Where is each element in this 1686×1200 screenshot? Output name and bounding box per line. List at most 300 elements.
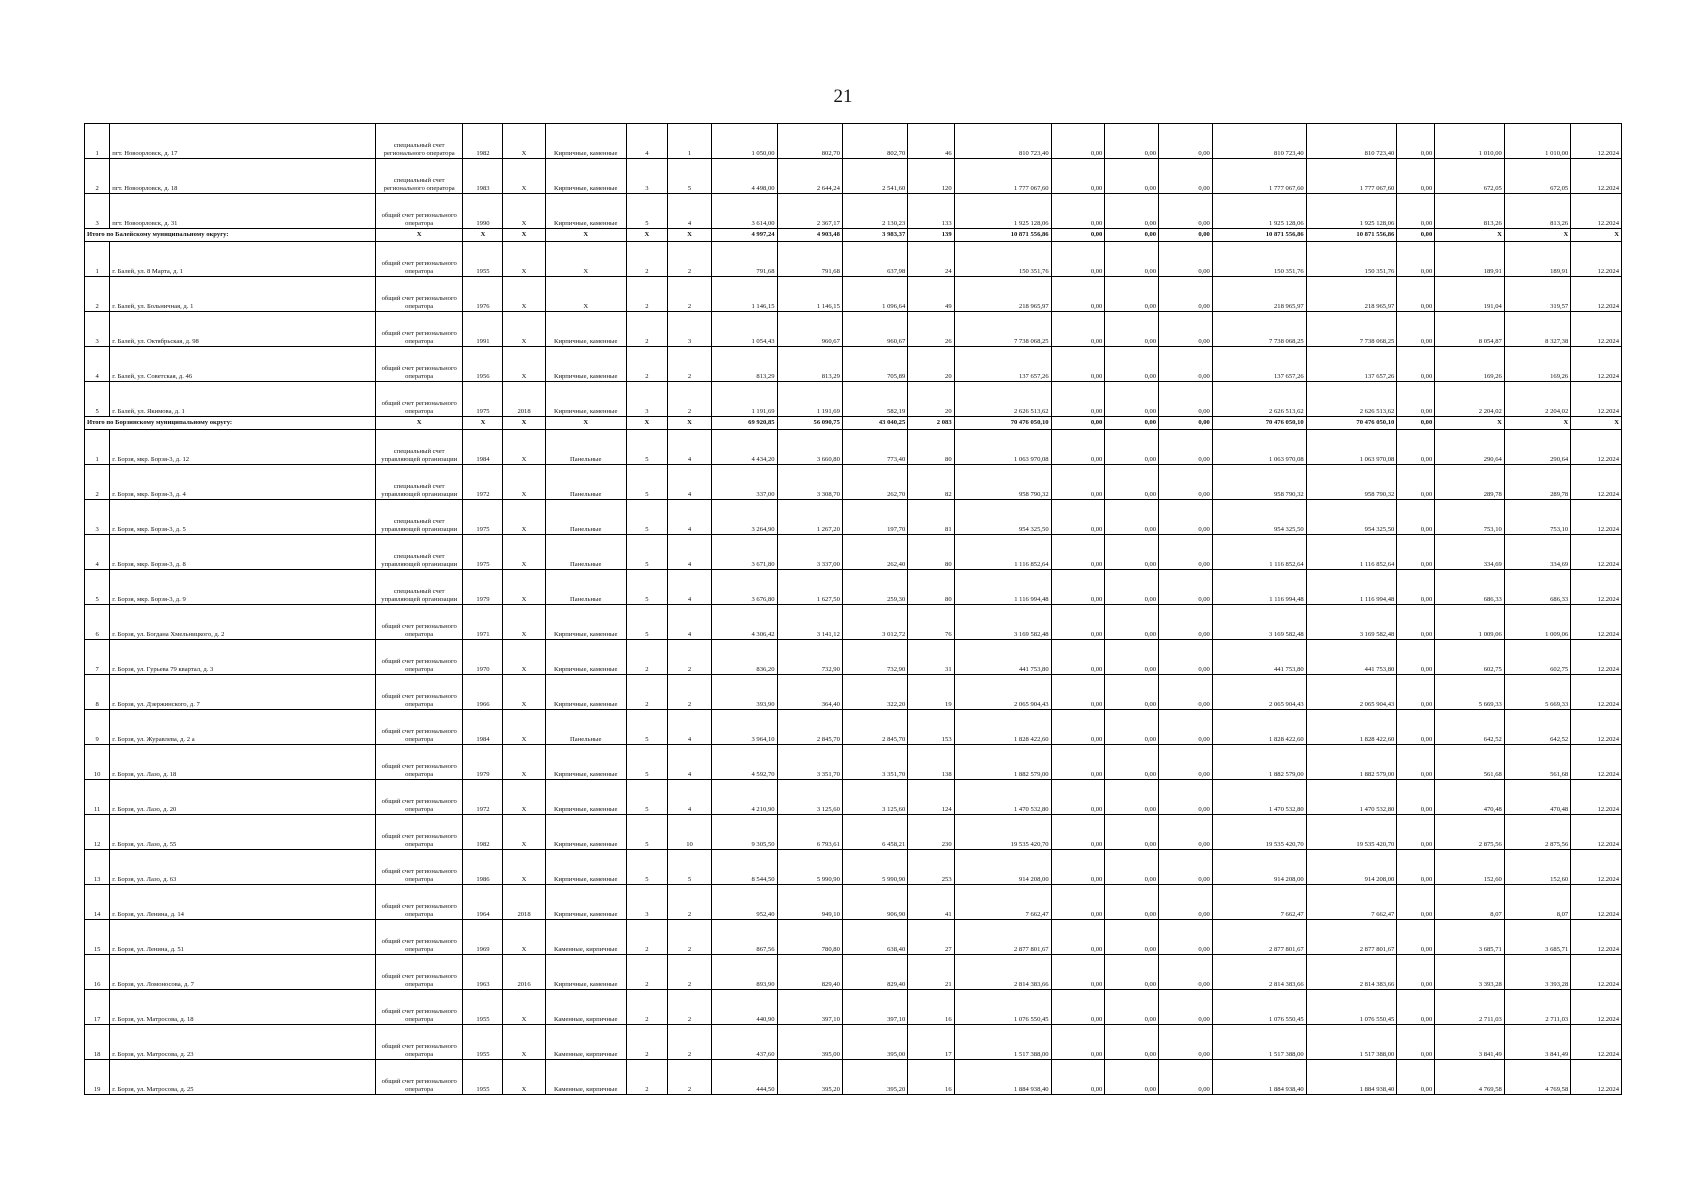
cell-f2: 0,00 xyxy=(1105,347,1159,382)
cell-fl: 2 xyxy=(626,920,667,955)
cell-year: 1970 xyxy=(463,640,503,675)
cell-a1: 1 191,69 xyxy=(712,382,777,417)
cell-f5: 954 325,50 xyxy=(1306,500,1397,535)
table-row xyxy=(85,780,1622,815)
cell-f3: 0,00 xyxy=(1159,124,1213,159)
cell-rec: Х xyxy=(503,465,545,500)
cell-d: 12.2024 xyxy=(1571,885,1622,920)
cell-a1: 952,40 xyxy=(712,885,777,920)
cell-a3: 705,89 xyxy=(842,347,907,382)
cell-p: 81 xyxy=(908,500,954,535)
cell-acc: специальный счет управляющей организации xyxy=(375,465,462,500)
cell-acc: специальный счет управляющей организации xyxy=(375,430,462,465)
cell-acc: общий счет регионального оператора xyxy=(375,605,462,640)
cell-f6: 0,00 xyxy=(1397,570,1435,605)
table-row xyxy=(85,710,1622,745)
total-cell-f5: 70 476 050,10 xyxy=(1306,417,1397,430)
cell-acc: общий счет регионального оператора xyxy=(375,920,462,955)
cell-a3: 395,00 xyxy=(842,1025,907,1060)
total-cell-f6: 0,00 xyxy=(1397,229,1435,242)
cell-n: 19 xyxy=(85,1060,110,1095)
cell-d: 12.2024 xyxy=(1571,955,1622,990)
cell-mat: Х xyxy=(545,277,626,312)
cell-rec: Х xyxy=(503,347,545,382)
cell-rec: Х xyxy=(503,920,545,955)
cell-n: 2 xyxy=(85,465,110,500)
table-row xyxy=(85,430,1622,465)
table-row xyxy=(85,194,1622,229)
cell-n: 4 xyxy=(85,535,110,570)
cell-a1: 8 544,50 xyxy=(712,850,777,885)
cell-year: 1990 xyxy=(463,194,503,229)
cell-n: 6 xyxy=(85,605,110,640)
cell-u1: 191,04 xyxy=(1435,277,1505,312)
cell-p: 27 xyxy=(908,920,954,955)
cell-acc: специальный счет регионального оператора xyxy=(375,124,462,159)
table-row xyxy=(85,990,1622,1025)
cell-year: 1972 xyxy=(463,465,503,500)
cell-u2: 470,48 xyxy=(1504,780,1570,815)
cell-f2: 0,00 xyxy=(1105,710,1159,745)
cell-f5: 7 662,47 xyxy=(1306,885,1397,920)
cell-year: 1984 xyxy=(463,710,503,745)
cell-u2: 289,78 xyxy=(1504,465,1570,500)
cell-f1: 0,00 xyxy=(1051,535,1105,570)
cell-mat: Кирпичные, каменные xyxy=(545,159,626,194)
cell-n: 17 xyxy=(85,990,110,1025)
cell-fl: 2 xyxy=(626,347,667,382)
cell-ent: 2 xyxy=(667,885,711,920)
total-cell-u2: Х xyxy=(1504,229,1570,242)
total-cell-f1: 0,00 xyxy=(1051,417,1105,430)
cell-f3: 0,00 xyxy=(1159,955,1213,990)
total-cell-a1: 69 920,85 xyxy=(712,417,777,430)
cell-a3: 3 351,70 xyxy=(842,745,907,780)
total-cell-c4: Х xyxy=(545,229,626,242)
cell-f1: 0,00 xyxy=(1051,465,1105,500)
cell-f5: 1 517 388,00 xyxy=(1306,1025,1397,1060)
cell-rec: Х xyxy=(503,605,545,640)
cell-d: 12.2024 xyxy=(1571,124,1622,159)
cell-u1: 4 769,58 xyxy=(1435,1060,1505,1095)
cell-f4: 1 517 388,00 xyxy=(1212,1025,1306,1060)
cell-d: 12.2024 xyxy=(1571,382,1622,417)
cell-rec: 2018 xyxy=(503,885,545,920)
cell-d: 12.2024 xyxy=(1571,159,1622,194)
cell-u1: 2 875,56 xyxy=(1435,815,1505,850)
total-label: Итого по Балейскому муниципальному округу: xyxy=(85,229,376,242)
cell-f5: 2 065 904,43 xyxy=(1306,675,1397,710)
cell-f2: 0,00 xyxy=(1105,605,1159,640)
cell-a2: 3 660,80 xyxy=(777,430,842,465)
cell-a3: 732,90 xyxy=(842,640,907,675)
cell-addr: пгт. Новоорловск, д. 17 xyxy=(110,124,376,159)
cell-sum: 19 535 420,70 xyxy=(954,815,1051,850)
cell-fl: 2 xyxy=(626,1025,667,1060)
cell-f6: 0,00 xyxy=(1397,920,1435,955)
cell-mat: Кирпичные, каменные xyxy=(545,815,626,850)
cell-n: 13 xyxy=(85,850,110,885)
cell-f4: 1 116 852,64 xyxy=(1212,535,1306,570)
cell-f4: 954 325,50 xyxy=(1212,500,1306,535)
cell-a1: 1 146,15 xyxy=(712,277,777,312)
cell-u2: 152,60 xyxy=(1504,850,1570,885)
cell-a3: 2 130,23 xyxy=(842,194,907,229)
cell-f6: 0,00 xyxy=(1397,159,1435,194)
page-number: 21 xyxy=(833,86,853,107)
cell-a3: 5 990,90 xyxy=(842,850,907,885)
cell-f6: 0,00 xyxy=(1397,850,1435,885)
cell-f3: 0,00 xyxy=(1159,570,1213,605)
cell-mat: Кирпичные, каменные xyxy=(545,850,626,885)
cell-n: 16 xyxy=(85,955,110,990)
cell-a1: 4 306,42 xyxy=(712,605,777,640)
cell-f4: 150 351,76 xyxy=(1212,242,1306,277)
cell-rec: Х xyxy=(503,815,545,850)
cell-f2: 0,00 xyxy=(1105,885,1159,920)
cell-d: 12.2024 xyxy=(1571,850,1622,885)
cell-year: 1976 xyxy=(463,277,503,312)
cell-acc: общий счет регионального оператора xyxy=(375,955,462,990)
cell-addr: г. Балей, ул. 8 Марта, д. 1 xyxy=(110,242,376,277)
cell-a1: 4 434,20 xyxy=(712,430,777,465)
cell-fl: 2 xyxy=(626,242,667,277)
cell-p: 24 xyxy=(908,242,954,277)
cell-f2: 0,00 xyxy=(1105,675,1159,710)
cell-a1: 893,90 xyxy=(712,955,777,990)
total-cell-p: 2 083 xyxy=(908,417,954,430)
cell-u1: 602,75 xyxy=(1435,640,1505,675)
cell-p: 20 xyxy=(908,347,954,382)
cell-f3: 0,00 xyxy=(1159,242,1213,277)
cell-f3: 0,00 xyxy=(1159,312,1213,347)
cell-a3: 638,40 xyxy=(842,920,907,955)
cell-fl: 5 xyxy=(626,194,667,229)
total-cell-f4: 70 476 050,10 xyxy=(1212,417,1306,430)
cell-ent: 4 xyxy=(667,194,711,229)
cell-u1: 1 009,06 xyxy=(1435,605,1505,640)
cell-rec: Х xyxy=(503,780,545,815)
cell-u1: 189,91 xyxy=(1435,242,1505,277)
cell-d: 12.2024 xyxy=(1571,745,1622,780)
cell-a3: 2 541,60 xyxy=(842,159,907,194)
cell-sum: 1 063 970,08 xyxy=(954,430,1051,465)
cell-sum: 7 662,47 xyxy=(954,885,1051,920)
cell-f5: 218 965,97 xyxy=(1306,277,1397,312)
cell-f2: 0,00 xyxy=(1105,1060,1159,1095)
cell-u1: 561,68 xyxy=(1435,745,1505,780)
cell-sum: 1 884 938,40 xyxy=(954,1060,1051,1095)
cell-ent: 2 xyxy=(667,990,711,1025)
cell-a1: 4 210,90 xyxy=(712,780,777,815)
cell-mat: Панельные xyxy=(545,500,626,535)
cell-p: 46 xyxy=(908,124,954,159)
cell-fl: 5 xyxy=(626,465,667,500)
cell-year: 1966 xyxy=(463,675,503,710)
cell-ent: 2 xyxy=(667,347,711,382)
cell-mat: Кирпичные, каменные xyxy=(545,780,626,815)
cell-fl: 2 xyxy=(626,990,667,1025)
cell-f2: 0,00 xyxy=(1105,955,1159,990)
cell-rec: Х xyxy=(503,745,545,780)
cell-sum: 137 657,26 xyxy=(954,347,1051,382)
cell-addr: г. Борзя, мкр. Борзя-3, д. 4 xyxy=(110,465,376,500)
cell-d: 12.2024 xyxy=(1571,430,1622,465)
cell-addr: г. Балей, ул. Октябрьская, д. 98 xyxy=(110,312,376,347)
cell-a2: 5 990,90 xyxy=(777,850,842,885)
cell-ent: 2 xyxy=(667,242,711,277)
cell-sum: 2 065 904,43 xyxy=(954,675,1051,710)
cell-f6: 0,00 xyxy=(1397,640,1435,675)
total-cell-a3: 3 983,37 xyxy=(842,229,907,242)
cell-mat: Каменные, кирпичные xyxy=(545,920,626,955)
cell-n: 3 xyxy=(85,312,110,347)
cell-d: 12.2024 xyxy=(1571,347,1622,382)
cell-sum: 1 116 852,64 xyxy=(954,535,1051,570)
cell-f6: 0,00 xyxy=(1397,465,1435,500)
cell-acc: общий счет регионального оператора xyxy=(375,277,462,312)
cell-year: 1979 xyxy=(463,745,503,780)
cell-a1: 836,20 xyxy=(712,640,777,675)
cell-a2: 813,29 xyxy=(777,347,842,382)
cell-p: 153 xyxy=(908,710,954,745)
cell-f5: 441 753,80 xyxy=(1306,640,1397,675)
cell-a2: 732,90 xyxy=(777,640,842,675)
cell-f6: 0,00 xyxy=(1397,242,1435,277)
cell-f4: 137 657,26 xyxy=(1212,347,1306,382)
cell-a2: 3 337,00 xyxy=(777,535,842,570)
cell-fl: 2 xyxy=(626,277,667,312)
cell-a2: 3 351,70 xyxy=(777,745,842,780)
cell-fl: 5 xyxy=(626,535,667,570)
cell-f1: 0,00 xyxy=(1051,382,1105,417)
cell-acc: общий счет регионального оператора xyxy=(375,312,462,347)
cell-a3: 1 096,64 xyxy=(842,277,907,312)
table-row xyxy=(85,312,1622,347)
table-row xyxy=(85,920,1622,955)
cell-a3: 906,90 xyxy=(842,885,907,920)
cell-f4: 7 738 068,25 xyxy=(1212,312,1306,347)
cell-sum: 1 517 388,00 xyxy=(954,1025,1051,1060)
cell-rec: Х xyxy=(503,194,545,229)
cell-u2: 686,33 xyxy=(1504,570,1570,605)
cell-a3: 960,67 xyxy=(842,312,907,347)
cell-f1: 0,00 xyxy=(1051,780,1105,815)
cell-f1: 0,00 xyxy=(1051,500,1105,535)
cell-addr: пгт. Новоорловск, д. 31 xyxy=(110,194,376,229)
cell-year: 1971 xyxy=(463,605,503,640)
cell-u2: 3 841,49 xyxy=(1504,1025,1570,1060)
cell-f5: 1 470 532,80 xyxy=(1306,780,1397,815)
table-row xyxy=(85,885,1622,920)
cell-a1: 867,56 xyxy=(712,920,777,955)
cell-f4: 3 169 582,48 xyxy=(1212,605,1306,640)
cell-a1: 813,29 xyxy=(712,347,777,382)
cell-sum: 7 738 068,25 xyxy=(954,312,1051,347)
cell-f3: 0,00 xyxy=(1159,780,1213,815)
cell-f4: 19 535 420,70 xyxy=(1212,815,1306,850)
total-cell-u1: Х xyxy=(1435,417,1505,430)
table-row xyxy=(85,1060,1622,1095)
cell-f4: 1 063 970,08 xyxy=(1212,430,1306,465)
cell-f3: 0,00 xyxy=(1159,430,1213,465)
table-row xyxy=(85,535,1622,570)
total-cell-d: Х xyxy=(1571,417,1622,430)
table-row xyxy=(85,570,1622,605)
cell-u1: 672,05 xyxy=(1435,159,1505,194)
cell-f4: 958 790,32 xyxy=(1212,465,1306,500)
cell-f1: 0,00 xyxy=(1051,277,1105,312)
cell-mat: Каменные, кирпичные xyxy=(545,1025,626,1060)
cell-f1: 0,00 xyxy=(1051,850,1105,885)
cell-fl: 5 xyxy=(626,850,667,885)
cell-f4: 441 753,80 xyxy=(1212,640,1306,675)
table-row xyxy=(85,242,1622,277)
cell-ent: 10 xyxy=(667,815,711,850)
cell-rec: Х xyxy=(503,640,545,675)
total-cell-c2: Х xyxy=(463,417,503,430)
cell-mat: Кирпичные, каменные xyxy=(545,194,626,229)
cell-d: 12.2024 xyxy=(1571,990,1622,1025)
cell-f2: 0,00 xyxy=(1105,1025,1159,1060)
cell-f2: 0,00 xyxy=(1105,500,1159,535)
cell-d: 12.2024 xyxy=(1571,312,1622,347)
cell-f4: 1 116 994,48 xyxy=(1212,570,1306,605)
cell-addr: г. Борзя, ул. Ленина, д. 51 xyxy=(110,920,376,955)
cell-addr: г. Борзя, мкр. Борзя-3, д. 8 xyxy=(110,535,376,570)
cell-a1: 393,90 xyxy=(712,675,777,710)
cell-p: 20 xyxy=(908,382,954,417)
cell-mat: Кирпичные, каменные xyxy=(545,885,626,920)
cell-rec: Х xyxy=(503,1025,545,1060)
cell-d: 12.2024 xyxy=(1571,780,1622,815)
cell-ent: 3 xyxy=(667,312,711,347)
cell-a2: 3 125,60 xyxy=(777,780,842,815)
cell-a2: 3 141,12 xyxy=(777,605,842,640)
cell-a3: 197,70 xyxy=(842,500,907,535)
cell-d: 12.2024 xyxy=(1571,277,1622,312)
cell-addr: г. Борзя, ул. Матросова, д. 23 xyxy=(110,1025,376,1060)
cell-f3: 0,00 xyxy=(1159,382,1213,417)
cell-f3: 0,00 xyxy=(1159,675,1213,710)
cell-addr: г. Борзя, мкр. Борзя-3, д. 12 xyxy=(110,430,376,465)
cell-d: 12.2024 xyxy=(1571,1025,1622,1060)
cell-year: 1984 xyxy=(463,430,503,465)
cell-fl: 2 xyxy=(626,312,667,347)
total-cell-c4: Х xyxy=(545,417,626,430)
cell-rec: 2018 xyxy=(503,382,545,417)
cell-rec: Х xyxy=(503,430,545,465)
cell-d: 12.2024 xyxy=(1571,194,1622,229)
cell-a2: 395,00 xyxy=(777,1025,842,1060)
cell-n: 4 xyxy=(85,347,110,382)
cell-rec: Х xyxy=(503,242,545,277)
cell-a2: 1 627,50 xyxy=(777,570,842,605)
cell-mat: Кирпичные, каменные xyxy=(545,312,626,347)
cell-n: 3 xyxy=(85,194,110,229)
cell-f6: 0,00 xyxy=(1397,347,1435,382)
cell-fl: 4 xyxy=(626,124,667,159)
cell-f2: 0,00 xyxy=(1105,990,1159,1025)
cell-a2: 791,68 xyxy=(777,242,842,277)
cell-f6: 0,00 xyxy=(1397,955,1435,990)
cell-d: 12.2024 xyxy=(1571,535,1622,570)
cell-acc: общий счет регионального оператора xyxy=(375,382,462,417)
cell-fl: 5 xyxy=(626,815,667,850)
table-row xyxy=(85,675,1622,710)
cell-n: 8 xyxy=(85,675,110,710)
cell-sum: 2 626 513,62 xyxy=(954,382,1051,417)
total-cell-c3: Х xyxy=(503,417,545,430)
cell-a2: 780,80 xyxy=(777,920,842,955)
cell-u2: 642,52 xyxy=(1504,710,1570,745)
cell-acc: общий счет регионального оператора xyxy=(375,780,462,815)
cell-a1: 1 050,00 xyxy=(712,124,777,159)
cell-f1: 0,00 xyxy=(1051,710,1105,745)
cell-a3: 262,40 xyxy=(842,535,907,570)
cell-u2: 290,64 xyxy=(1504,430,1570,465)
cell-addr: г. Борзя, ул. Журавлева, д. 2 а xyxy=(110,710,376,745)
cell-f3: 0,00 xyxy=(1159,535,1213,570)
cell-a3: 3 125,60 xyxy=(842,780,907,815)
cell-f3: 0,00 xyxy=(1159,815,1213,850)
cell-f5: 1 063 970,08 xyxy=(1306,430,1397,465)
cell-acc: общий счет регионального оператора xyxy=(375,885,462,920)
cell-a2: 1 146,15 xyxy=(777,277,842,312)
cell-a3: 2 845,70 xyxy=(842,710,907,745)
cell-acc: специальный счет управляющей организации xyxy=(375,570,462,605)
cell-sum: 2 877 801,67 xyxy=(954,920,1051,955)
cell-p: 19 xyxy=(908,675,954,710)
cell-f4: 1 076 550,45 xyxy=(1212,990,1306,1025)
total-cell-f2: 0,00 xyxy=(1105,229,1159,242)
cell-n: 12 xyxy=(85,815,110,850)
cell-f6: 0,00 xyxy=(1397,815,1435,850)
cell-f1: 0,00 xyxy=(1051,990,1105,1025)
cell-f3: 0,00 xyxy=(1159,465,1213,500)
cell-n: 1 xyxy=(85,430,110,465)
cell-sum: 3 169 582,48 xyxy=(954,605,1051,640)
cell-f2: 0,00 xyxy=(1105,535,1159,570)
cell-a1: 4 498,00 xyxy=(712,159,777,194)
cell-a3: 802,70 xyxy=(842,124,907,159)
cell-f4: 2 626 513,62 xyxy=(1212,382,1306,417)
cell-d: 12.2024 xyxy=(1571,640,1622,675)
cell-acc: общий счет регионального оператора xyxy=(375,850,462,885)
cell-ent: 4 xyxy=(667,430,711,465)
cell-rec: Х xyxy=(503,159,545,194)
cell-n: 1 xyxy=(85,242,110,277)
cell-ent: 4 xyxy=(667,745,711,780)
cell-acc: специальный счет регионального оператора xyxy=(375,159,462,194)
cell-a2: 395,20 xyxy=(777,1060,842,1095)
cell-acc: общий счет регионального оператора xyxy=(375,745,462,780)
cell-u2: 2 204,02 xyxy=(1504,382,1570,417)
cell-sum: 810 723,40 xyxy=(954,124,1051,159)
cell-f6: 0,00 xyxy=(1397,430,1435,465)
cell-fl: 2 xyxy=(626,1060,667,1095)
cell-u2: 1 009,06 xyxy=(1504,605,1570,640)
cell-mat: Кирпичные, каменные xyxy=(545,124,626,159)
cell-addr: г. Борзя, мкр. Борзя-3, д. 5 xyxy=(110,500,376,535)
cell-addr: г. Борзя, ул. Гурьева 79 квартал, д. 3 xyxy=(110,640,376,675)
cell-f4: 1 777 067,60 xyxy=(1212,159,1306,194)
cell-a1: 3 671,80 xyxy=(712,535,777,570)
cell-u2: 189,91 xyxy=(1504,242,1570,277)
cell-n: 3 xyxy=(85,500,110,535)
total-cell-c6: Х xyxy=(667,229,711,242)
cell-f2: 0,00 xyxy=(1105,920,1159,955)
